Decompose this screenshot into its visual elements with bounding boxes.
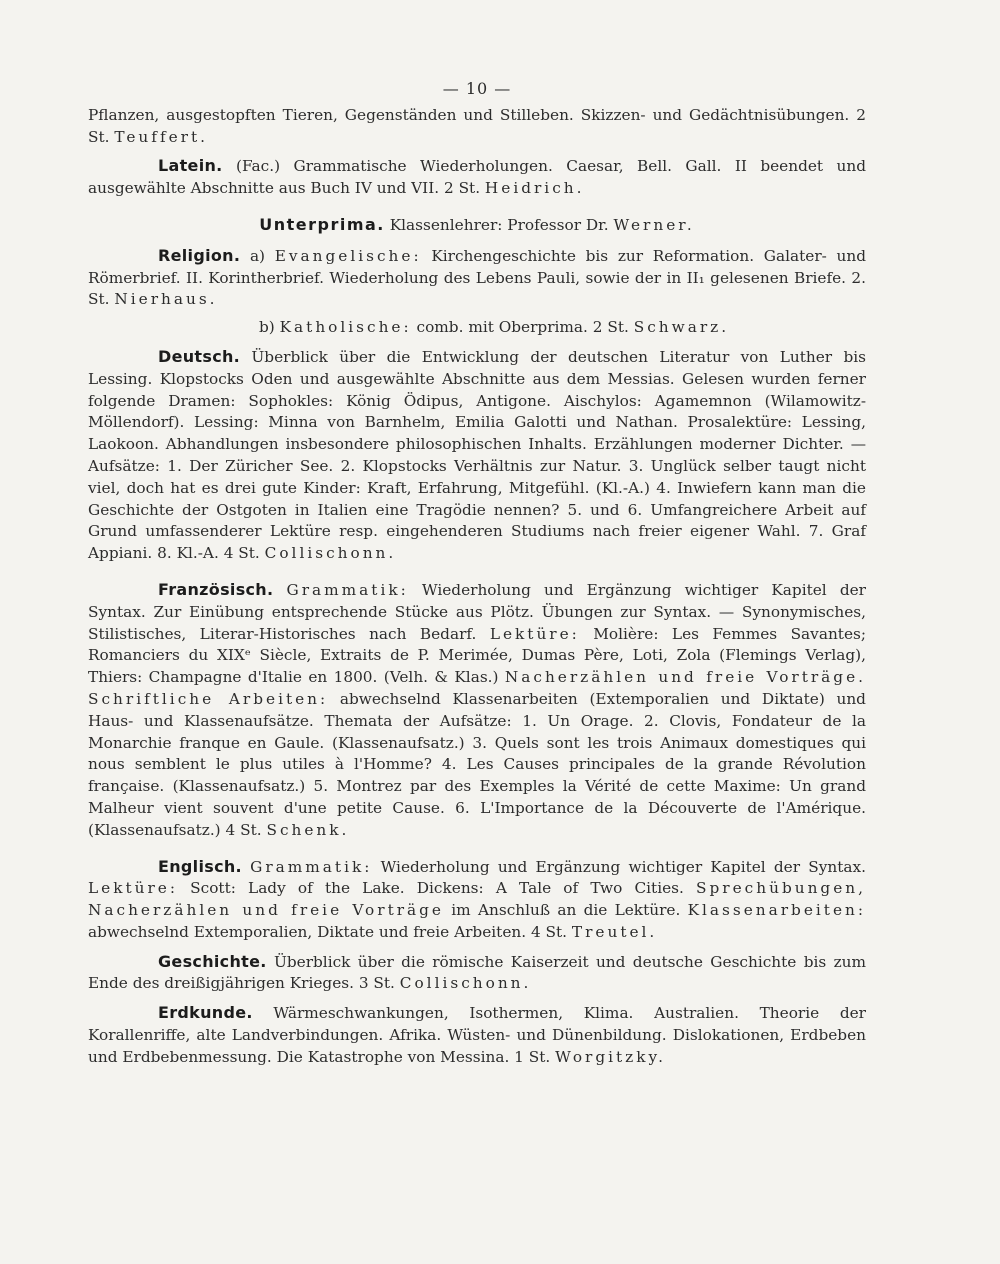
religion-label-a: a) (240, 246, 275, 265)
teacher-name: Nierhaus. (114, 290, 218, 309)
teacher-name: Worgitzky. (555, 1047, 666, 1066)
teacher-name: Collischonn. (399, 974, 532, 993)
geschichte-text: Überblick über die römische Kaiserzeit und deutsche Geschichte bis zum Ende des dreißigjährigen Krieges. 3 St. (88, 952, 866, 993)
subject-heading-franzoesisch: Französisch. (158, 579, 274, 599)
grammatik-label: Grammatik: (250, 857, 373, 876)
englisch-paragraph (88, 856, 866, 944)
religion-text-b: comb. mit Oberprima. 2 St. (411, 318, 634, 337)
franzoesisch-text-2: Molière: Les Femmes Savantes; Romanciers du XIXᵉ Siècle, Extraits de P. Merimée, Dumas Père, Loti, Zola (Flemings Verlag), Thiers: Champagne d'Italie en 1800. (Velh. & Klas.) (88, 624, 866, 687)
subject-heading-latein: Latein. (158, 156, 223, 176)
religion-kind-a: Evangelische: (274, 246, 422, 265)
teacher-name: Werner. (613, 215, 695, 234)
erdkunde-text: Wärmeschwankungen, Isothermen, Klima. Australien. Theorie der Korallenriffe, alte Landverbindungen. Afrika. Wüsten- und Dünenbildung. Dislokationen, Erdbeben und Erdbebenmessung. Die Katastrophe von Messina. 1 St. (88, 1004, 866, 1066)
lektuere-label: Lektüre: (88, 879, 178, 898)
class-heading: Unterprima. (259, 214, 385, 234)
teacher-name: Treutel. (571, 922, 658, 941)
subject-heading-erdkunde: Erdkunde. (158, 1003, 253, 1023)
deutsch-text: Überblick über die Entwicklung der deutschen Literatur von Luther bis Lessing. Klopstocks Oden und ausgewählte Abschnitte aus dem Messias. Gelesen wurden ferner folgende Dramen: Sophokles: König Ödipus, Antigone. Aischylos: Agamemnon (Wilamowitz-Möllendorf). Lessing: Minna von Barnhelm, Emilia Galotti und Nathan. Prosalektüre: Lessing, Laokoon. Abhandlungen insbesondere philosophischen Inhalts. Erzählungen moderner Dichter. — Aufsätze: 1. Der Züricher See. 2. Klopstocks Verhältnis zur Natur. 3. Unglück selber taugt nicht viel, doch hat es drei gute Kinder: Kraft, Erfahrung, Mitgefühl. (Kl.-A.) 4. Inwiefern kann man die Geschichte der Ostgoten in Italien eine Tragödie nennen? 5. und 6. Umfangreichere Arbeit auf Grund umfassenderer Lektüre resp. eingehenderen Studiums nach freier eigener Wahl. 7. Graf Appiani. 8. Kl.-A. 4 St. (88, 347, 866, 563)
subject-heading-religion: Religion. (158, 245, 241, 265)
intro-text: Pflanzen, ausgestopften Tieren, Gegenständen und Stilleben. Skizzen- und Gedächtnisübungen. 2 St. (88, 105, 866, 146)
subject-heading-englisch: Englisch. (158, 856, 242, 876)
religion-label-b: b) (259, 318, 280, 337)
englisch-text-2: Scott: Lady of the Lake. Dickens: A Tale of Two Cities. (178, 879, 697, 898)
teacher-name: Heidrich. (484, 179, 585, 198)
geschichte-paragraph (88, 951, 866, 996)
franzoesisch-paragraph (88, 579, 866, 842)
latein-paragraph (88, 155, 866, 200)
religion-text-a: Kirchengeschichte bis zur Reformation. Galater- und Römerbrief. II. Korintherbrief. Wiederholung des Lebens Pauli, sowie der in II₁ gelesenen Briefe. 2. St. (88, 246, 866, 309)
englisch-text-4: abwechselnd Extemporalien, Diktate und freie Arbeiten. 4 St. (88, 922, 572, 941)
nacherzaehlen-label: Nacherzählen und freie Vorträge. (504, 668, 867, 687)
page-number: — 10 — (442, 79, 512, 98)
document-page (88, 78, 866, 1069)
teacher-name: Collischonn. (264, 544, 397, 563)
subject-heading-deutsch: Deutsch. (158, 346, 241, 366)
religion-paragraph-b (88, 317, 866, 339)
teacher-name: Schwarz. (633, 318, 730, 337)
subject-heading-geschichte: Geschichte. (158, 951, 267, 971)
erdkunde-paragraph (88, 1002, 866, 1068)
teacher-name: Schenk. (266, 820, 350, 839)
latein-text: (Fac.) Grammatische Wiederholungen. Caesar, Bell. Gall. II beendet und ausgewählte Abschnitte aus Buch IV und VII. 2 St. (88, 157, 866, 198)
englisch-text-3: im Anschluß an die Lektüre. (444, 901, 688, 920)
class-teacher-text: Klassenlehrer: Professor Dr. (384, 215, 614, 234)
deutsch-paragraph (88, 346, 866, 565)
franzoesisch-text-1: Wiederholung und Ergänzung wichtiger Kapitel der Syntax. Zur Einübung entsprechende Stücke aus Plötz. Übungen zur Syntax. — Synonymisches, Stilistisches, Literar-Historisches nach Bedarf. (88, 580, 866, 643)
religion-paragraph (88, 245, 866, 311)
franzoesisch-text-3: abwechselnd Klassenarbeiten (Extemporalien und Diktate) und Haus- und Klassenaufsätze. Themata der Aufsätze: 1. Un Orage. 2. Clovis, Fondateur de la Monarchie franque en Gaule. (Klassenaufsatz.) 3. Quels sont les trois Animaux domestiques qui nous semblent le plus utiles à l'Homme? 4. Les Causes principales de la grande Révolution française. (Klassenaufsatz.) 5. Montrez par des Exemples la Vérité de cette Maxime: Un grand Malheur vient souvent d'une petite Cause. 6. L'Importance de la Découverte de l'Amérique. (Klassenaufsatz.) 4 St. (88, 689, 866, 839)
intro-paragraph (88, 105, 866, 149)
section-title-unterprima (88, 214, 866, 237)
religion-kind-b: Katholische: (279, 318, 412, 337)
grammatik-label: Grammatik: (286, 580, 409, 599)
englisch-text-1: Wiederholung und Ergänzung wichtiger Kapitel der Syntax. (372, 857, 866, 876)
klassenarbeiten-label: Klassenarbeiten: (687, 901, 866, 920)
lektuere-label: Lektüre: (489, 624, 580, 643)
arbeiten-label: Schriftliche Arbeiten: (88, 689, 329, 708)
teacher-name: Teuffert. (114, 127, 208, 146)
sprechuebungen-label: Sprechübungen, Nacherzählen und freie Vorträge (88, 879, 866, 920)
